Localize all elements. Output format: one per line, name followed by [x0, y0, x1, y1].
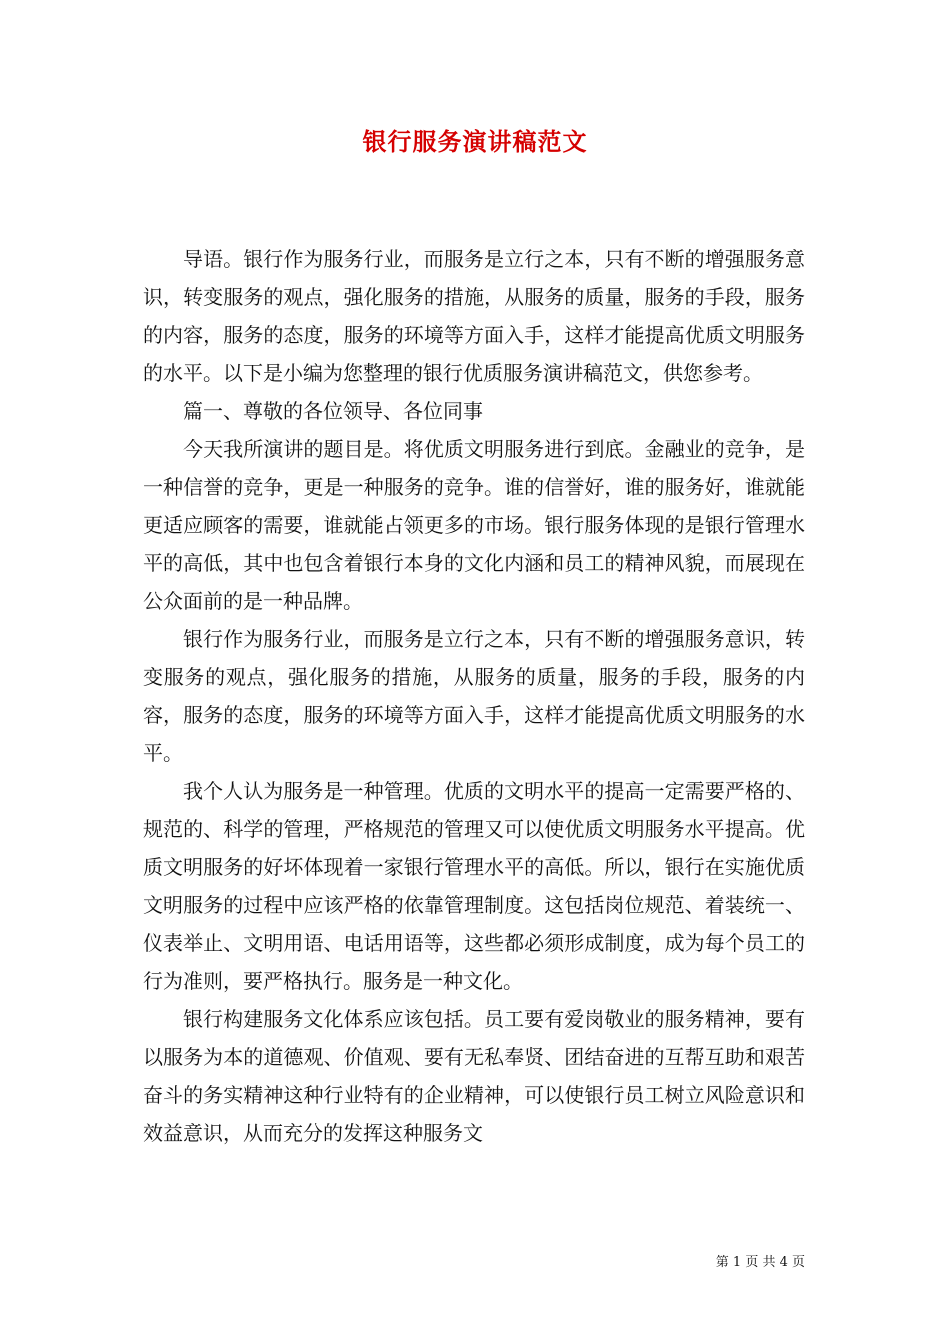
paragraph-service-management: 我个人认为服务是一种管理。优质的文明水平的提高一定需要严格的、规范的、科学的管理，严格规范的管理又可以使优质文明服务水平提高。优质文明服务的好坏体现着一家银行管理水平的高低。所以，银行在实施优质文明服务的过程中应该严格的依靠管理制度。这包括岗位规范、着装统一、仪表举止、文明用语、电话用语等，这些都必须形成制度，成为每个员工的行为准则，要严格执行。服务是一种文化。: [143, 779, 805, 993]
paragraph-section-heading: 篇一、尊敬的各位领导、各位同事: [183, 399, 483, 423]
document-body: [143, 240, 805, 1152]
paragraph-service-culture: 银行构建服务文化体系应该包括。员工要有爱岗敬业的服务精神，要有以服务为本的道德观、价值观、要有无私奉贤、团结奋进的互帮互助和艰苦奋斗的务实精神这种行业特有的企业精神，可以使银行员工树立风险意识和效益意识，从而充分的发挥这种服务文: [143, 1007, 805, 1145]
page-number-footer: 第 1 页 共 4 页: [715, 1255, 805, 1270]
paragraph-intro: 导语。银行作为服务行业，而服务是立行之本，只有不断的增强服务意识，转变服务的观点，强化服务的措施，从服务的质量，服务的手段，服务的内容，服务的态度，服务的环境等方面入手，这样才能提高优质文明服务的水平。以下是小编为您整理的银行优质服务演讲稿范文，供您参考。: [143, 247, 805, 385]
paragraph-service-industry: 银行作为服务行业，而服务是立行之本，只有不断的增强服务意识，转变服务的观点，强化服务的措施，从服务的质量，服务的手段，服务的内容，服务的态度，服务的环境等方面入手，这样才能提高优质文明服务的水平。: [143, 627, 805, 765]
document-title: 银行服务演讲稿范文: [362, 127, 588, 156]
paragraph-speech-topic: 今天我所演讲的题目是。将优质文明服务进行到底。金融业的竞争，是一种信誉的竞争，更是一种服务的竞争。谁的信誉好，谁的服务好，谁就能更适应顾客的需要，谁就能占领更多的市场。银行服务体现的是银行管理水平的高低，其中也包含着银行本身的文化内涵和员工的精神风貌，而展现在公众面前的是一种品牌。: [143, 437, 805, 613]
